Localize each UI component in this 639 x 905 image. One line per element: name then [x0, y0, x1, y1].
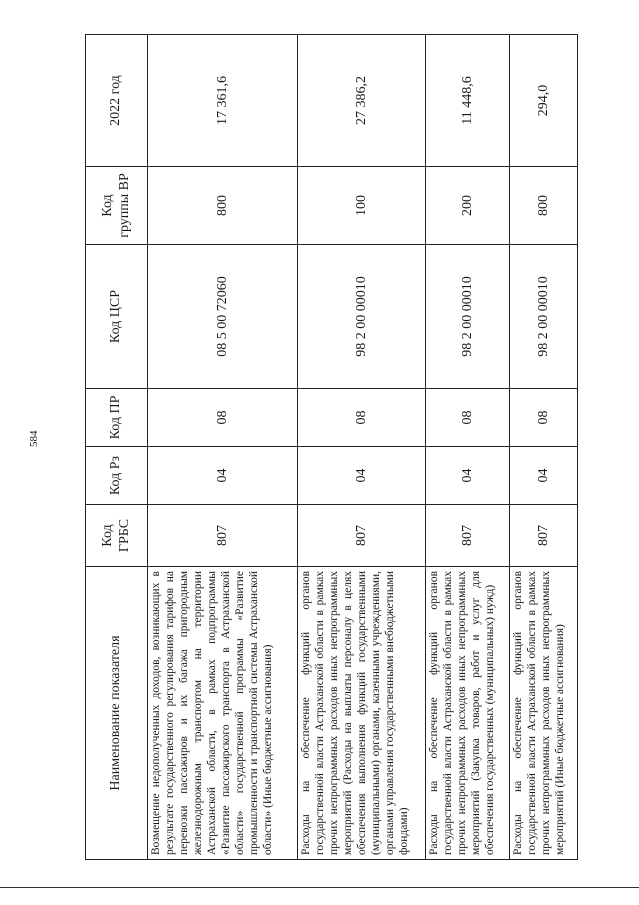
row-vr: 800: [510, 167, 578, 245]
row-amount: 294,0: [510, 35, 578, 167]
row-rz: 04: [426, 447, 510, 505]
bottom-rule: [0, 887, 639, 888]
header-pr: Код ПР: [86, 389, 148, 447]
row-rz: 04: [148, 447, 298, 505]
table-row: [148, 35, 298, 860]
budget-table: [85, 34, 578, 860]
row-csr: 98 2 00 00010: [510, 245, 578, 389]
row-grbs: 807: [148, 505, 298, 567]
row-csr: 08 5 00 72060: [148, 245, 298, 389]
table-row: [426, 35, 510, 860]
row-grbs: 807: [426, 505, 510, 567]
row-amount: 27 386,2: [298, 35, 426, 167]
table-row: [510, 35, 578, 860]
row-vr: 100: [298, 167, 426, 245]
row-grbs: 807: [298, 505, 426, 567]
row-pr: 08: [148, 389, 298, 447]
row-name: Расходы на обеспечение функций органов государственной власти Астраханской области в рамках прочих непрограммных расходов иных непрограммных мероприятий (Расходы на выплаты персоналу в целях обеспечения выполнения функций государственными (муниципальными) органами, казенными учреждениями, органами управления государственными внебюджетными фондами): [298, 567, 426, 860]
row-grbs: 807: [510, 505, 578, 567]
page-number: 584: [28, 430, 40, 447]
header-rz: Код Рз: [86, 447, 148, 505]
row-amount: 17 361,6: [148, 35, 298, 167]
header-csr: Код ЦСР: [86, 245, 148, 389]
row-csr: 98 2 00 00010: [298, 245, 426, 389]
row-csr: 98 2 00 00010: [426, 245, 510, 389]
header-year: 2022 год: [86, 35, 148, 167]
header-grbs: Код ГРБС: [86, 505, 148, 567]
row-name: Расходы на обеспечение функций органов государственной власти Астраханской области в рамках прочих непрограммных расходов иных непрограммных мероприятий (Иные бюджетные ассигнования): [510, 567, 578, 860]
row-vr: 800: [148, 167, 298, 245]
header-name: Наименование показателя: [86, 567, 148, 860]
row-name: Возмещение недополученных доходов, возникающих в результате государственного регулирования тарифов на перевозки пассажиров и их багажа пригородным железнодорожным транспортом на территории Астраханской области, в рамках подпрограммы «Развитие пассажирского транспорта в Астраханской области» государственной программы «Развитие промышленности и транспортной системы Астраханской области» (Иные бюджетные ассигнования): [148, 567, 298, 860]
table-row: [298, 35, 426, 860]
table-header-row: [86, 35, 148, 860]
row-name: Расходы на обеспечение функций органов государственной власти Астраханской области в рамках прочих непрограммных расходов иных непрограммных мероприятий (Закупка товаров, работ и услуг для обеспечения государственных (муниципальных) нужд): [426, 567, 510, 860]
row-rz: 04: [510, 447, 578, 505]
row-pr: 08: [298, 389, 426, 447]
row-vr: 200: [426, 167, 510, 245]
row-rz: 04: [298, 447, 426, 505]
header-vr: Код группы ВР: [86, 167, 148, 245]
row-pr: 08: [426, 389, 510, 447]
row-amount: 11 448,6: [426, 35, 510, 167]
row-pr: 08: [510, 389, 578, 447]
rotated-table-container: [85, 35, 577, 860]
